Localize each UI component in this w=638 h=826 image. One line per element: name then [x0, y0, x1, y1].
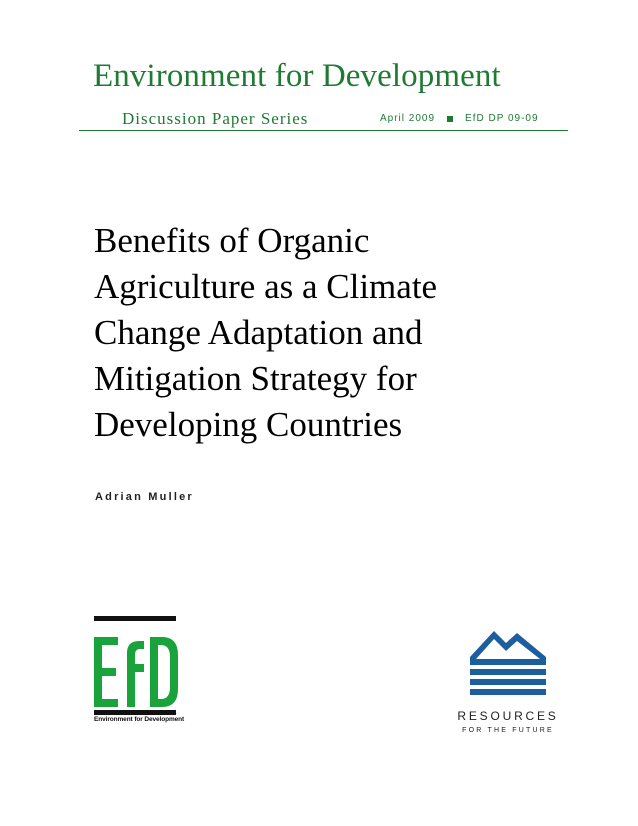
rff-mountain-icon	[470, 627, 546, 697]
rff-logo-tagline: FOR THE FUTURE	[462, 727, 554, 734]
efd-logo	[94, 616, 185, 734]
efd-logo-top-bar	[94, 616, 176, 621]
paper-date: April 2009	[380, 113, 436, 124]
author-name: Adrian Muller	[95, 491, 194, 503]
paper-meta	[380, 113, 539, 124]
efd-logo-caption: Environment for Development	[94, 716, 185, 723]
title-line: Mitigation Strategy for	[94, 359, 417, 398]
square-bullet-icon	[447, 116, 453, 122]
title-line: Agriculture as a Climate	[94, 267, 438, 306]
header-rule	[79, 130, 568, 131]
title-line: Change Adaptation and	[94, 313, 423, 352]
paper-id: EfD DP 09-09	[465, 113, 539, 124]
title-line: Developing Countries	[94, 405, 403, 444]
paper-title	[94, 218, 534, 448]
rff-logo-name: RESOURCES	[457, 709, 559, 723]
masthead: Environment for Development	[93, 58, 501, 94]
efd-logo-bottom-bar	[94, 710, 176, 715]
efd-letters-icon	[94, 637, 178, 707]
series-name: Discussion Paper Series	[122, 109, 309, 128]
rff-logo	[443, 627, 573, 742]
title-line: Benefits of Organic	[94, 221, 370, 260]
